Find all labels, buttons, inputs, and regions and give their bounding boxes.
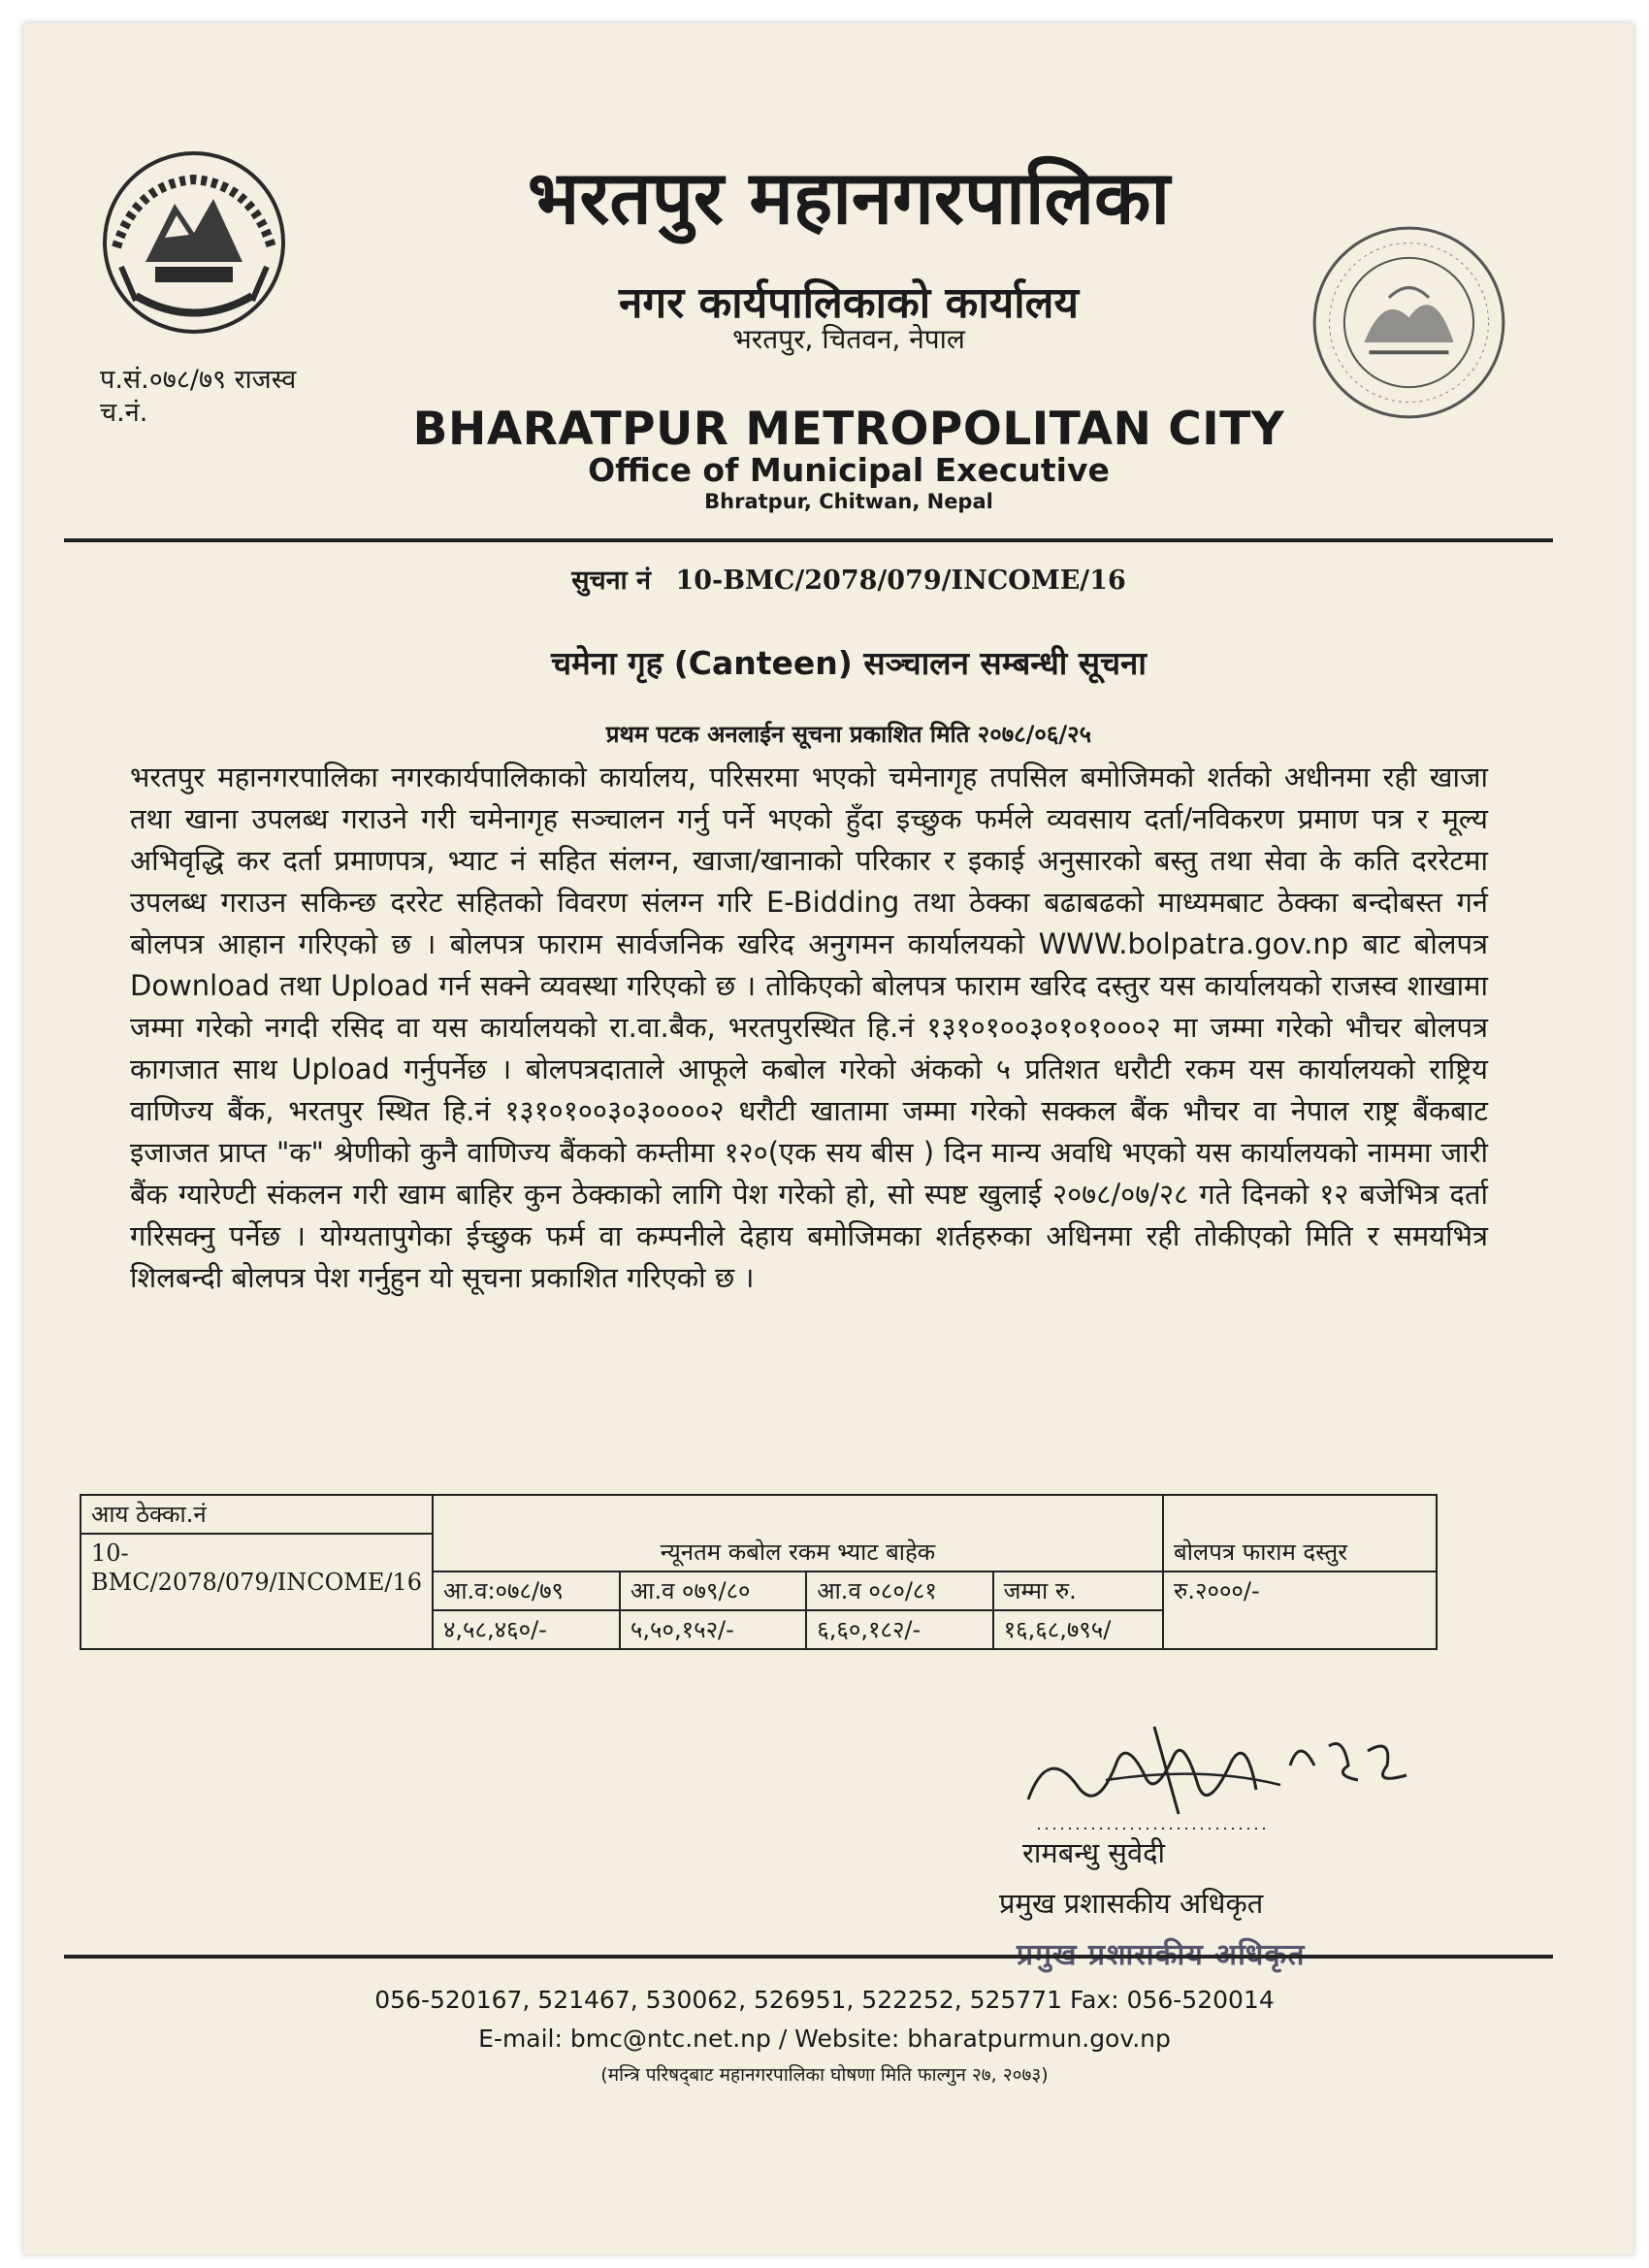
signatory-name: रामबन्धु सुवेदी	[1022, 1836, 1165, 1869]
header-min-bid: न्यूनतम कबोल रकम भ्याट बाहेक	[433, 1534, 1163, 1571]
amount-cell: ५,५०,१५२/-	[620, 1610, 806, 1649]
handwritten-signature	[1009, 1707, 1455, 1843]
notice-subject: चमेना गृह (Canteen) सञ्चालन सम्बन्धी सूचना	[551, 644, 1147, 682]
declaration-note: (मन्त्रि परिषद्‌बाट महानगरपालिका घोषणा मिति फाल्गुन २७, २०७३)	[600, 2064, 1049, 2086]
header-divider	[64, 538, 1553, 542]
header-form-fee: बोलपत्र फाराम दस्तुर	[1163, 1534, 1437, 1571]
tender-table	[80, 1494, 1438, 1650]
ref-ps: प.सं.०७८/७९ राजस्व	[100, 365, 297, 395]
year-cell: आ.व ०८०/८१	[806, 1571, 992, 1610]
ref-cn: च.नं.	[100, 398, 148, 428]
reference-numbers	[100, 364, 296, 430]
address-nepali: भरतपुर, चितवन, नेपाल	[732, 323, 965, 355]
amount-cell: ४,५८,४६०/-	[433, 1610, 620, 1649]
official-stamp: प्रमुख प्रशासकीय अधिकृत	[1017, 1938, 1306, 1972]
municipal-seal-icon	[1310, 223, 1508, 422]
address-english: Bhratpur, Chitwan, Nepal	[704, 490, 993, 513]
total-label-cell: जम्मा रु.	[993, 1571, 1163, 1610]
form-fee-cell: रु.२०००/-	[1163, 1571, 1437, 1649]
org-title-english: BHARATPUR METROPOLITAN CITY	[412, 403, 1285, 456]
org-title-nepali: भरतपुर महानगरपालिका	[527, 154, 1171, 241]
table-row	[81, 1495, 1437, 1534]
header-form-fee-spacer	[1163, 1495, 1437, 1534]
footer-divider	[64, 1955, 1553, 1959]
contract-no-cell: 10-BMC/2078/079/INCOME/16	[81, 1534, 433, 1649]
amount-cell: ६,६०,१८२/-	[806, 1610, 992, 1649]
notice-body: भरतपुर महानगरपालिका नगरकार्यपालिकाको कार्यालय, परिसरमा भएको चमेनागृह तपसिल बमोजिमको शर्तको अधीनमा रही खाजा तथा खाना उपलब्ध गराउने गरी चमेनागृह सञ्चालन गर्नु पर्ने भएको हुँदा इच्छुक फर्मले व्यवसाय दर्ता/नविकरण प्रमाण पत्र र मूल्य अभिवृद्धि कर दर्ता प्रमाणपत्र, भ्याट नं सहित संलग्न, खाजा/खानाको परिकार र इकाई अनुसारको बस्तु तथा सेवा के कति दररेटमा उपलब्ध गराउन सकिन्छ दररेट सहितको विवरण संलग्न गरि E-Bidding तथा ठेक्का बढाबढको माध्यमबाट ठेक्का बन्दोबस्त गर्न बोलपत्र आहान गरिएको छ । बोलपत्र फाराम सार्वजनिक खरिद अनुगमन कार्यालयको WWW.bolpatra.gov.np बाट बोलपत्र Download तथा Upload गर्न सक्ने व्यवस्था गरिएको छ । तोकिएको बोलपत्र फाराम खरिद दस्तुर यस कार्यालयको राजस्व शाखामा जम्मा गरेको नगदी रसिद वा यस कार्यालयको रा.वा.बैक, भरतपुरस्थित हि.नं १३१०१००३०१०१०००२ मा जम्मा गरेको भौचर बोलपत्र कागजात साथ Upload गर्नुपर्नेछ । बोलपत्रदाताले आफूले कबोल गरेको अंकको ५ प्रतिशत धरौटी रकम यस कार्यालयको राष्ट्रिय वाणिज्य बैंक, भरतपुर स्थित हि.नं १३१०१००३०३००००२ धरौटी खातामा जम्मा गरेको सक्कल बैंक भौचर वा नेपाल राष्ट्र बैंकबाट इजाजत प्राप्त "क" श्रेणीको कुनै वाणिज्य बैंकको कम्तीमा १२०(एक सय बीस ) दिन मान्य अवधि भएको यस कार्यालयको नाममा जारी बैंक ग्यारेण्टी संकलन गरी खाम बाहिर कुन ठेक्काको लागि पेश गरेको हो, सो स्पष्ट खुलाई २०७८/०७/२८ गते दिनको १२ बजेभित्र दर्ता गरिसक्नु पर्नेछ । योग्यतापुगेका ईच्छुक फर्म वा कम्पनीले देहाय बमोजिमका शर्तहरुका अधिनमा रही तोकीएको मिति र समयभित्र शिलबन्दी बोलपत्र पेश गर्नुहुन यो सूचना प्रकाशित गरिएको छ ।	[130, 761, 1488, 1294]
year-cell: आ.व:०७८/७९	[433, 1571, 620, 1610]
signatory-title: प्रमुख प्रशासकीय अधिकृत	[999, 1887, 1264, 1920]
notice-number-label: सुचना नं	[571, 566, 652, 596]
first-published-date: प्रथम पटक अनलाईन सूचना प्रकाशित मिति २०७८/०६/२५	[605, 721, 1092, 748]
header-min-bid-spacer	[433, 1495, 1163, 1534]
notice-number	[388, 561, 1310, 597]
table-row	[81, 1534, 1437, 1571]
contact-email-website: E-mail: bmc@ntc.net.np / Website: bharatpurmun.gov.np	[478, 2025, 1171, 2053]
office-name-english: Office of Municipal Executive	[588, 451, 1110, 489]
contact-phones: 056-520167, 521467, 530062, 526951, 522252, 525771 Fax: 056-520014	[374, 1986, 1275, 2014]
total-amount-cell: १६,६८,७९५/	[993, 1610, 1163, 1649]
notice-number-value: 10-BMC/2078/079/INCOME/16	[675, 566, 1126, 596]
office-name-nepali: नगर कार्यपालिकाको कार्यालय	[619, 278, 1079, 328]
year-cell: आ.व ०७९/८०	[620, 1571, 806, 1610]
header-contract-no: आय ठेक्का.नं	[81, 1495, 433, 1534]
nepal-emblem-icon	[97, 146, 291, 340]
